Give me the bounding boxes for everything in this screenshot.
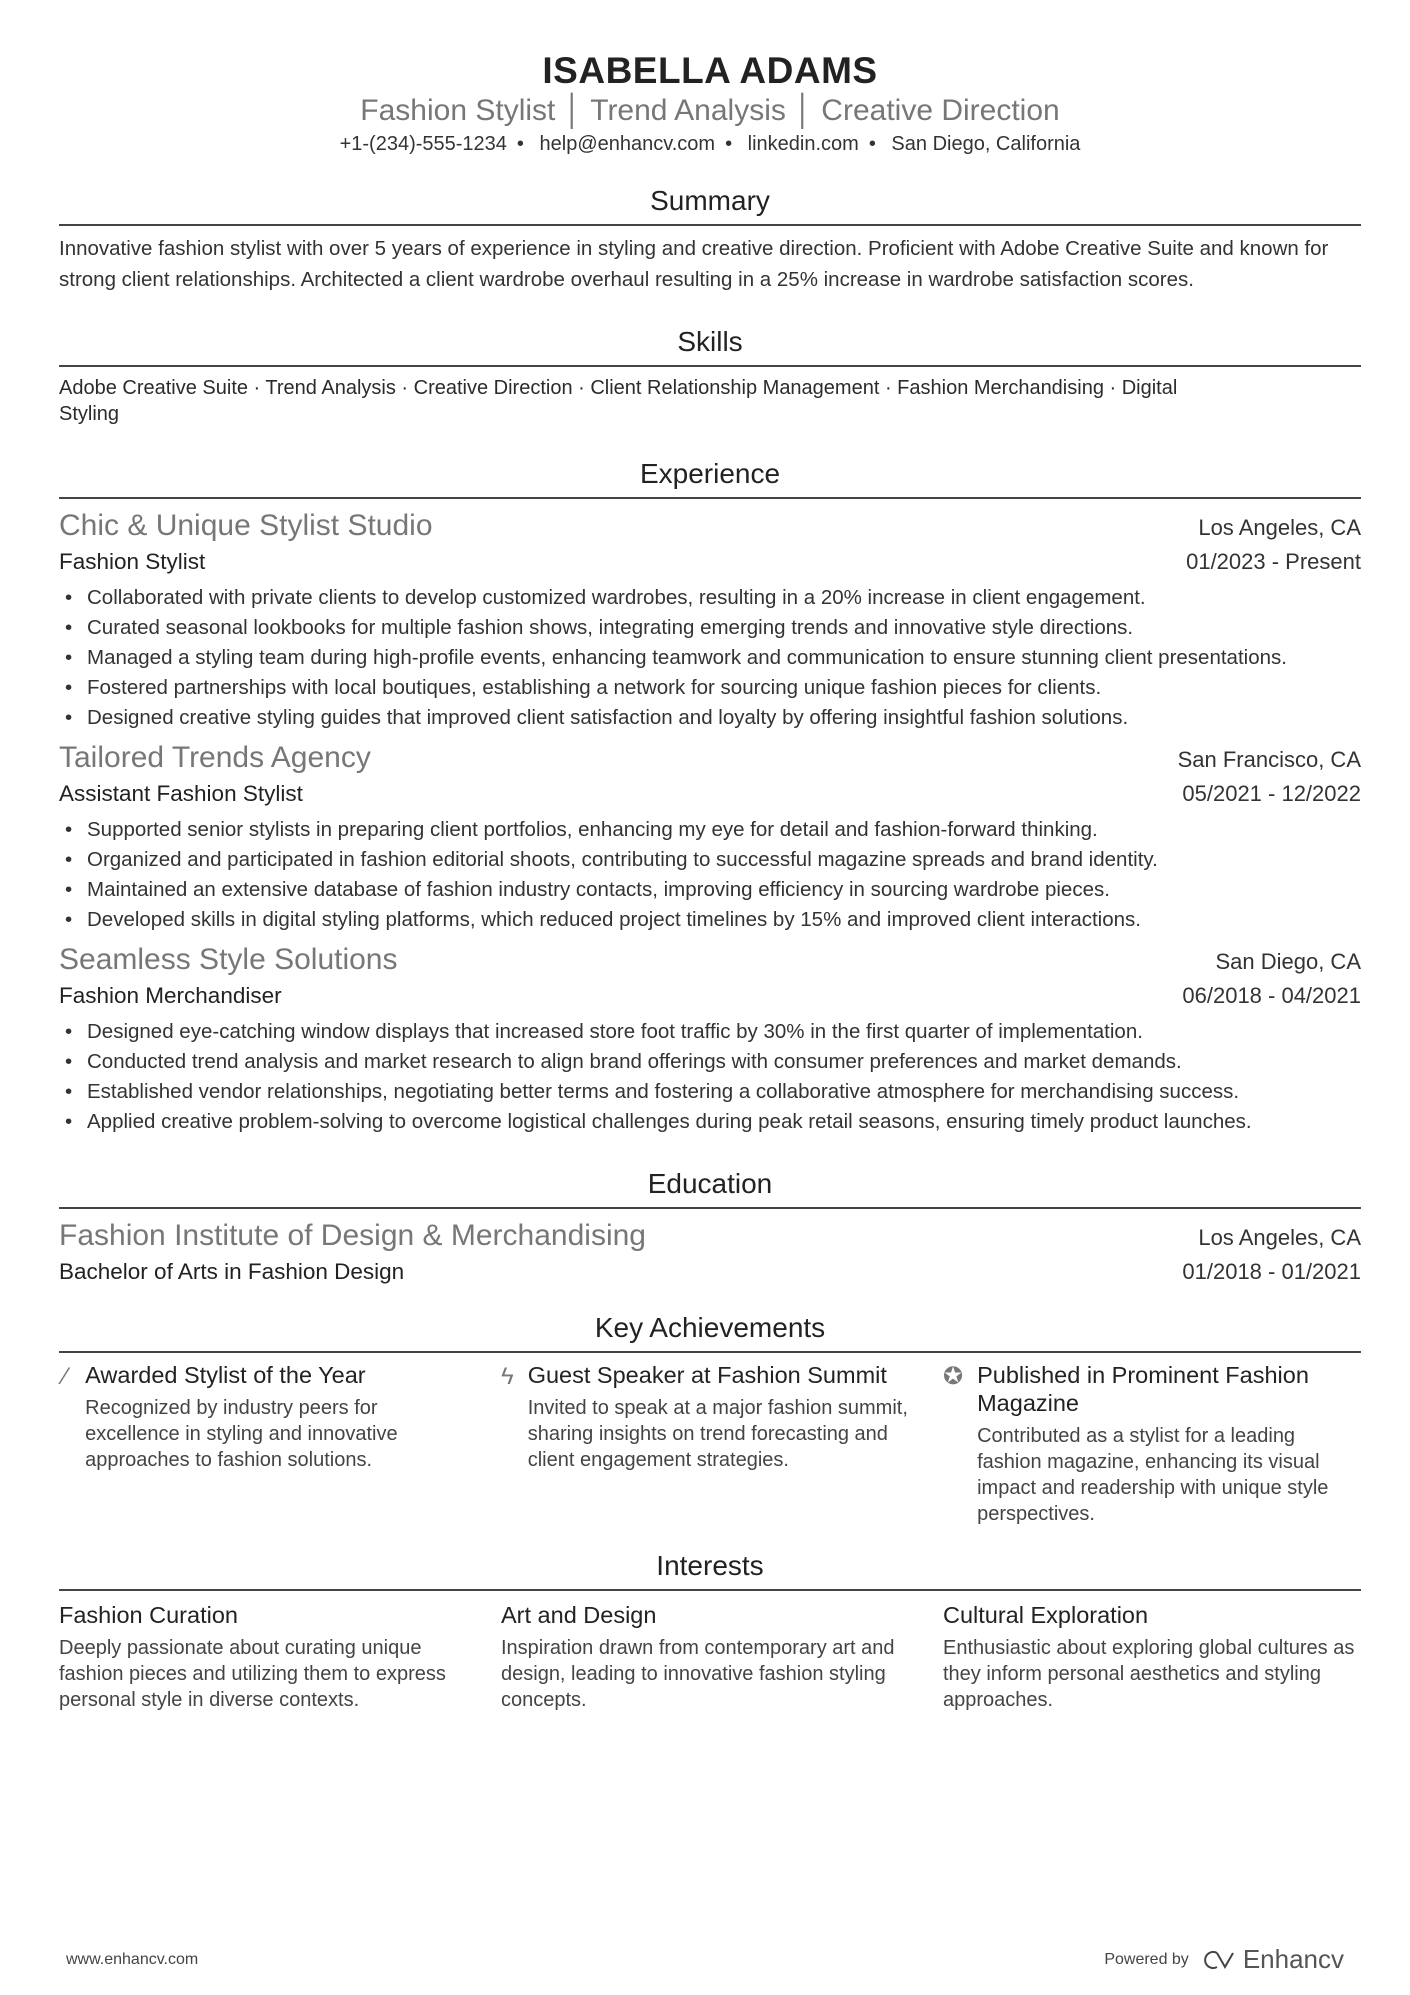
section-heading: Education <box>59 1167 1361 1209</box>
job-bullets <box>59 1017 1361 1137</box>
job-location: San Francisco, CA <box>1177 747 1361 772</box>
interest-item <box>943 1599 1361 1713</box>
experience-section <box>59 457 1361 1137</box>
candidate-title: Fashion Stylist │ Trend Analysis │ Creative Direction <box>360 94 1060 127</box>
interest-title: Fashion Curation <box>59 1602 238 1628</box>
enhancv-logo <box>1203 1944 1344 1975</box>
achievement-title: Published in Prominent Fashion Magazine <box>977 1362 1309 1416</box>
contact-line: +1-(234)-555-1234 • help@enhancv.com • linkedin.com • San Diego, California <box>339 133 1081 155</box>
company-name: Tailored Trends Agency <box>59 741 371 774</box>
company-name: Seamless Style Solutions <box>59 943 398 976</box>
job-bullets <box>59 815 1361 935</box>
achievement-item <box>943 1361 1361 1527</box>
achievement-title: Guest Speaker at Fashion Summit <box>527 1362 887 1388</box>
achievement-text: Recognized by industry peers for excellence in styling and innovative approaches to fashion solutions. <box>85 1397 398 1471</box>
bullet-item: • Managed a styling team during high-profile events, enhancing teamwork and communication to ensure stunning client presentations. <box>59 643 1361 673</box>
interest-title: Cultural Exploration <box>943 1602 1149 1628</box>
skills-section <box>59 325 1361 427</box>
achievements-section <box>59 1311 1361 1527</box>
achievement-item <box>59 1361 477 1527</box>
lightning-icon: ϟ <box>501 1363 514 1390</box>
section-heading: Summary <box>59 184 1361 226</box>
email-link[interactable]: help@enhancv.com <box>539 133 716 155</box>
interest-item <box>501 1599 919 1713</box>
job-role: Assistant Fashion Stylist <box>59 781 303 806</box>
skills-list: Adobe Creative Suite · Trend Analysis · Creative Direction · Client Relationship Management · Fashion Merchandising · Digital Styling <box>59 377 1178 425</box>
school-name: Fashion Institute of Design & Merchandising <box>59 1219 646 1252</box>
phone: +1-(234)-555-1234 <box>339 133 507 155</box>
section-heading: Skills <box>59 325 1361 367</box>
achievement-item <box>501 1361 919 1527</box>
bullet-item: • Curated seasonal lookbooks for multiple fashion shows, integrating emerging trends and innovative style directions. <box>59 613 1361 643</box>
job-entry <box>59 739 1361 935</box>
job-dates: 01/2023 - Present <box>1186 549 1361 574</box>
job-location: San Diego, CA <box>1215 949 1361 974</box>
interests-section <box>59 1549 1361 1713</box>
bullet-item: • Maintained an extensive database of fashion industry contacts, improving efficiency in sourcing wardrobe pieces. <box>59 875 1361 905</box>
job-entry <box>59 507 1361 733</box>
bullet-item: • Conducted trend analysis and market research to align brand offerings with consumer preferences and market demands. <box>59 1047 1361 1077</box>
footer-website[interactable]: www.enhancv.com <box>66 1950 199 1968</box>
section-heading: Key Achievements <box>59 1311 1361 1353</box>
footer <box>66 1944 1344 1975</box>
interest-title: Art and Design <box>501 1602 657 1628</box>
section-heading: Interests <box>59 1549 1361 1591</box>
section-heading: Experience <box>59 457 1361 499</box>
bullet-item: • Established vendor relationships, negotiating better terms and fostering a collaborative atmosphere for merchandising success. <box>59 1077 1361 1107</box>
interest-text: Inspiration drawn from contemporary art and design, leading to innovative fashion styling concepts. <box>501 1637 895 1711</box>
brand-name: Enhancv <box>1242 1944 1344 1974</box>
job-dates: 06/2018 - 04/2021 <box>1182 983 1361 1008</box>
job-bullets <box>59 583 1361 733</box>
job-dates: 05/2021 - 12/2022 <box>1182 781 1361 806</box>
location: San Diego, California <box>891 133 1081 155</box>
candidate-name: ISABELLA ADAMS <box>542 50 878 91</box>
interest-text: Deeply passionate about curating unique fashion pieces and utilizing them to express personal style in diverse contexts. <box>59 1637 446 1711</box>
magic-wand-icon: ⁄ <box>63 1363 68 1390</box>
linkedin-link[interactable]: linkedin.com <box>747 133 859 155</box>
bullet-item: • Fostered partnerships with local boutiques, establishing a network for sourcing unique fashion pieces for clients. <box>59 673 1361 703</box>
bullet-item: • Supported senior stylists in preparing client portfolios, enhancing my eye for detail and fashion-forward thinking. <box>59 815 1361 845</box>
school-location: Los Angeles, CA <box>1198 1225 1361 1250</box>
resume <box>59 50 1361 1713</box>
summary-text: Innovative fashion stylist with over 5 years of experience in styling and creative direction. Proficient with Adobe Creative Suite and known for strong client relationships. Architected a client wardrobe overhaul resulting in a 25% increase in wardrobe satisfaction scores. <box>59 237 1329 291</box>
education-dates: 01/2018 - 01/2021 <box>1182 1259 1361 1284</box>
bullet-item: • Collaborated with private clients to develop customized wardrobes, resulting in a 20% increase in client engagement. <box>59 583 1361 613</box>
achievement-text: Contributed as a stylist for a leading fashion magazine, enhancing its visual impact and readership with unique style perspectives. <box>977 1425 1329 1525</box>
bullet-item: • Applied creative problem-solving to overcome logistical challenges during peak retail seasons, ensuring timely product launches. <box>59 1107 1361 1137</box>
job-role: Fashion Merchandiser <box>59 983 282 1008</box>
award-ribbon-icon: ✪ <box>943 1363 964 1390</box>
bullet-item: • Organized and participated in fashion editorial shoots, contributing to successful magazine spreads and brand identity. <box>59 845 1361 875</box>
interest-item <box>59 1599 477 1713</box>
summary-section <box>59 184 1361 295</box>
job-location: Los Angeles, CA <box>1198 515 1361 540</box>
job-entry <box>59 941 1361 1137</box>
interest-text: Enthusiastic about exploring global cultures as they inform personal aesthetics and styling approaches. <box>943 1637 1355 1711</box>
education-section <box>59 1167 1361 1289</box>
achievement-text: Invited to speak at a major fashion summit, sharing insights on trend forecasting and client engagement strategies. <box>527 1397 908 1471</box>
job-role: Fashion Stylist <box>59 549 206 574</box>
enhancv-logo-icon <box>1203 1949 1237 1971</box>
bullet-item: • Designed creative styling guides that improved client satisfaction and loyalty by offering insightful fashion solutions. <box>59 703 1361 733</box>
company-name: Chic & Unique Stylist Studio <box>59 509 433 542</box>
bullet-item: • Developed skills in digital styling platforms, which reduced project timelines by 15% and improved client interactions. <box>59 905 1361 935</box>
achievement-title: Awarded Stylist of the Year <box>85 1362 366 1388</box>
bullet-item: • Designed eye-catching window displays that increased store foot traffic by 30% in the first quarter of implementation. <box>59 1017 1361 1047</box>
powered-by-label: Powered by <box>1104 1950 1189 1968</box>
degree: Bachelor of Arts in Fashion Design <box>59 1259 405 1284</box>
resume-header <box>59 50 1361 158</box>
